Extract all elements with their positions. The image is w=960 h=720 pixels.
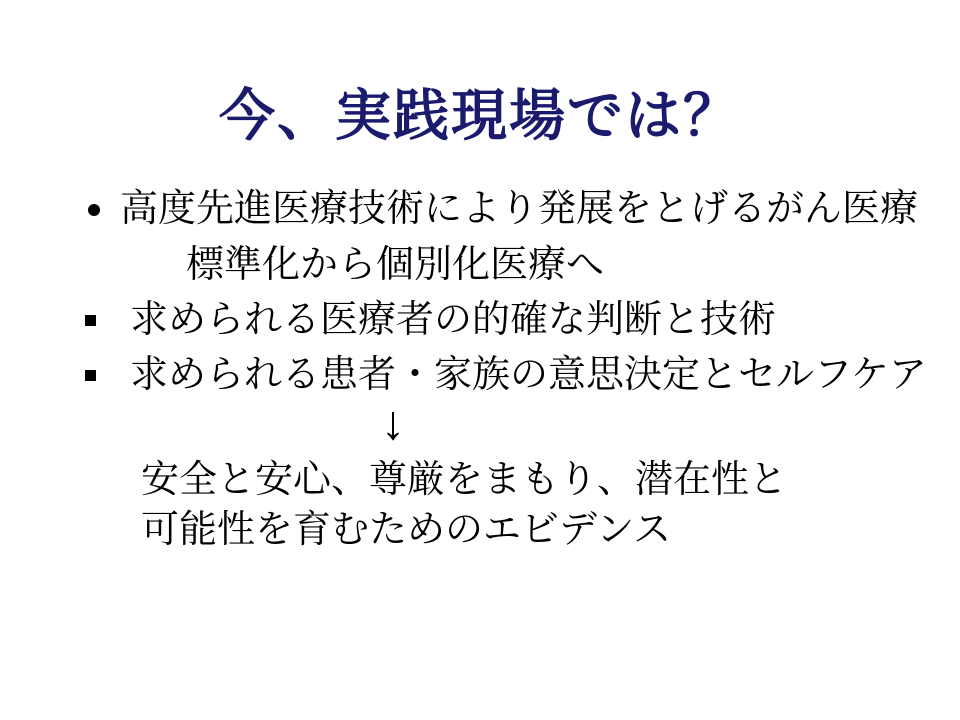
square-bullet-icon [85,315,96,326]
down-arrow-icon: ↓ [381,397,405,450]
conclusion-line [141,461,787,501]
continuation-line-text: 標準化から個別化医療へ [186,244,605,286]
conclusion-line-text: 安全と安心、尊厳をまもり、潜在性と [141,459,788,501]
bullet-line-text: 求められる患者・家族の意思決定とセルフケア [130,354,927,396]
bullet-line [85,356,927,396]
conclusion-line-text: 可能性を育むためのエビデンス [141,509,672,551]
conclusion-line [141,511,671,551]
bullet-line [85,301,776,341]
round-bullet-icon [88,204,100,216]
bullet-line-text: 求められる医療者の的確な判断と技術 [130,299,777,341]
square-bullet-icon [85,370,96,381]
bullet-line [88,190,918,230]
slide-title: 今、実践現場では？ [219,84,741,147]
continuation-line [186,246,604,286]
bullet-line-text: 高度先進医療技術により発展をとげるがん医療 [120,188,919,230]
